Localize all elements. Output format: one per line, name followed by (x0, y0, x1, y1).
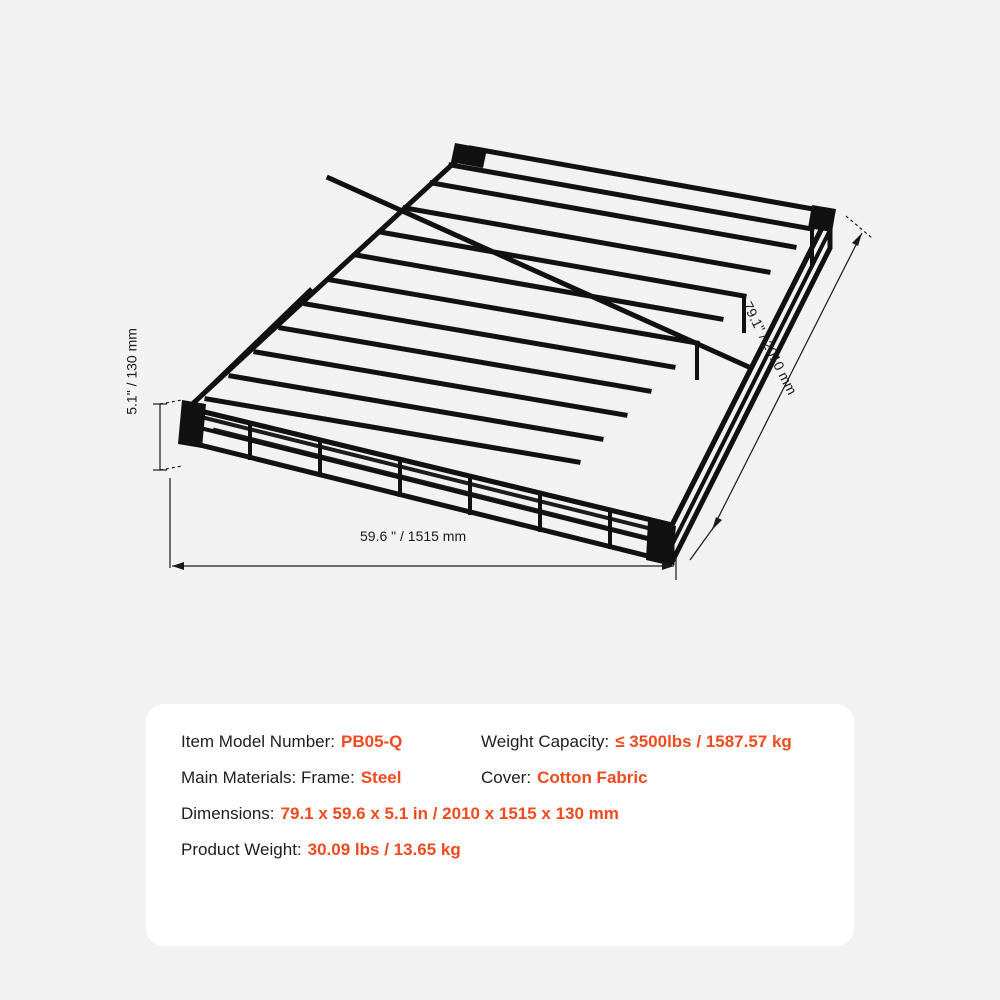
spec-value: 79.1 x 59.6 x 5.1 in / 2010 x 1515 x 130 mm (280, 804, 619, 823)
spec-cell-product-weight (181, 840, 461, 860)
spec-value: Cotton Fabric (537, 768, 648, 787)
spec-cell-dimensions (181, 804, 619, 824)
spec-value: ≤ 3500lbs / 1587.57 kg (615, 732, 792, 751)
spec-row (181, 804, 834, 824)
spec-cell-frame-material (181, 768, 481, 788)
spec-row (181, 768, 834, 788)
spec-row (181, 840, 834, 860)
spec-value: 30.09 lbs / 13.65 kg (307, 840, 461, 859)
specification-rows (181, 732, 834, 876)
spec-value: PB05-Q (341, 732, 403, 751)
specification-card (146, 704, 854, 946)
spec-cell-model (181, 732, 481, 752)
spec-label: Product Weight: (181, 840, 302, 859)
spec-row (181, 732, 834, 752)
spec-label: Weight Capacity: (481, 732, 610, 751)
spec-label: Dimensions: (181, 804, 275, 823)
spec-label: Cover: (481, 768, 532, 787)
spec-label: Main Materials: Frame: (181, 768, 355, 787)
spec-cell-cover-material (481, 768, 648, 788)
spec-label: Item Model Number: (181, 732, 335, 751)
dimension-label-height: 5.1" / 130 mm (123, 328, 140, 415)
spec-value: Steel (360, 768, 402, 787)
spec-cell-weight-capacity (481, 732, 792, 752)
dimension-label-length: 79.1" / 2010 mm (739, 298, 801, 398)
dimension-label-width: 59.6 " / 1515 mm (360, 528, 467, 544)
